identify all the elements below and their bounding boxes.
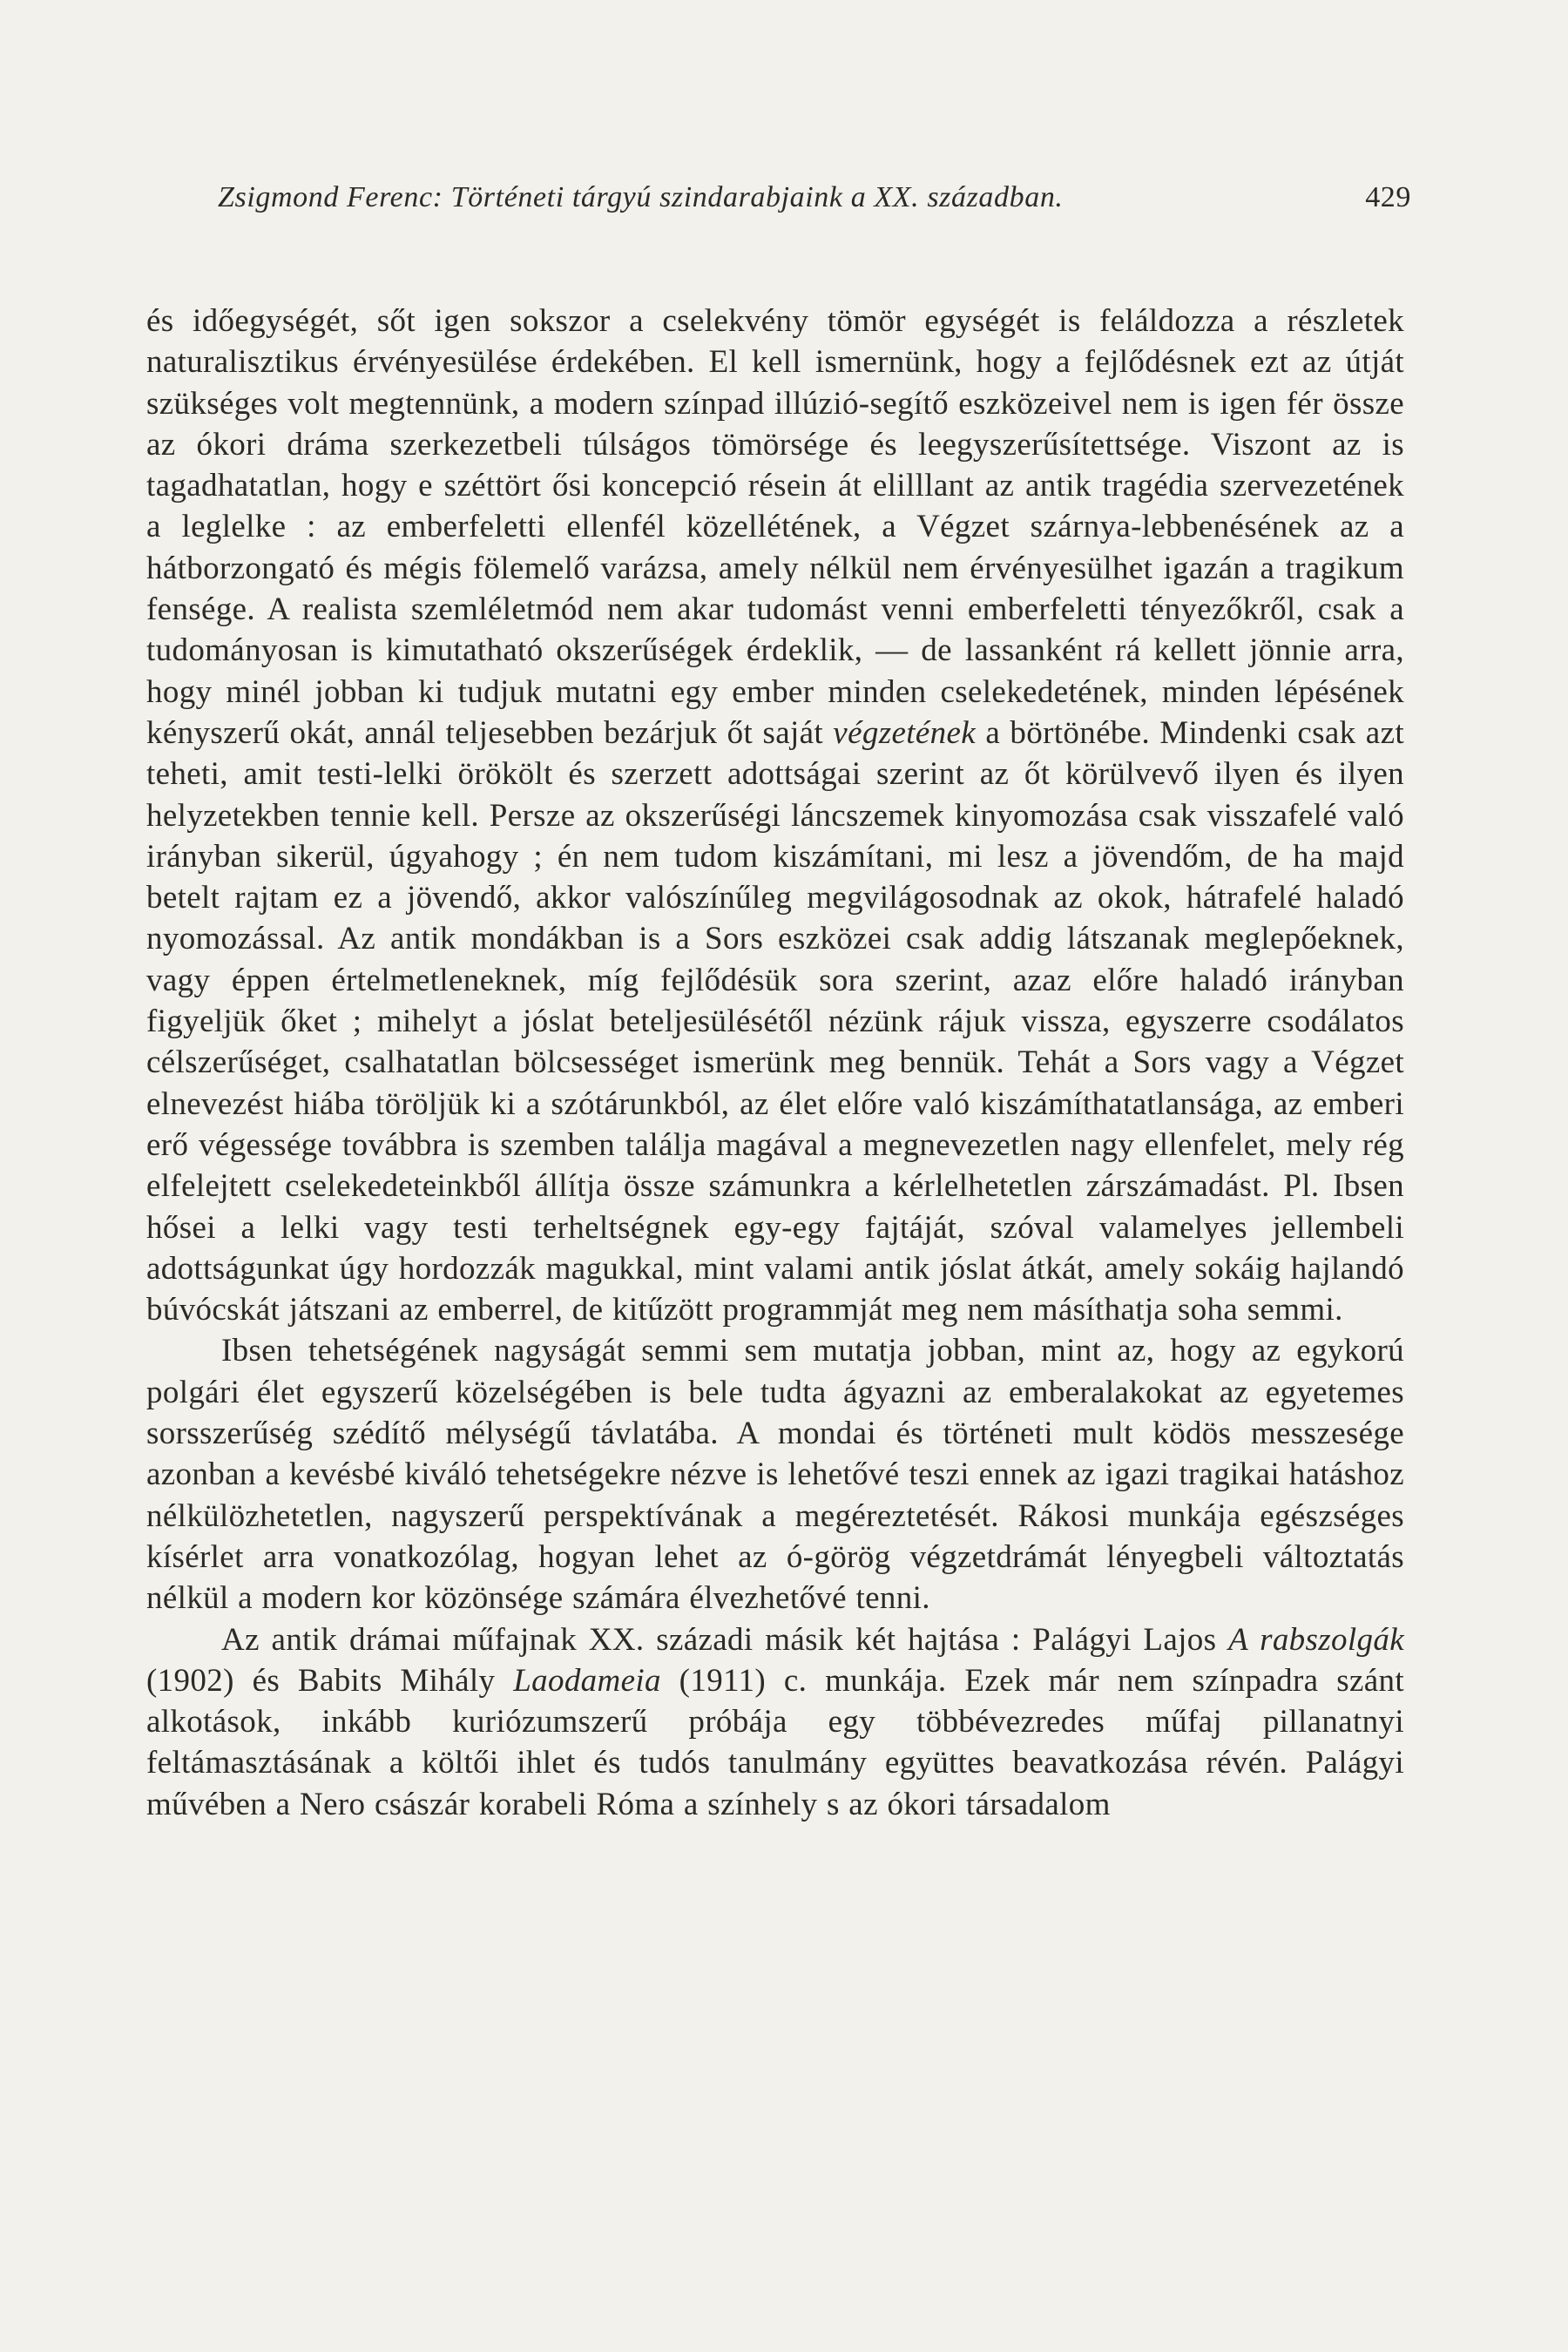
page-number: 429 xyxy=(1365,181,1411,213)
paragraph-text: Az antik drámai műfajnak XX. századi másik két hajtása : Palágyi Lajos xyxy=(221,1621,1229,1658)
paragraph-text: Ibsen tehetségének nagyságát semmi sem mutatja jobban, mint az, hogy az egykorú polgári élet egyszerű közelségében is bele tudta ágyazni az emberalakokat az egyetemes sorsszerűség szédítő mélységű távlatába. A mondai és történeti mult ködös messzesége azonban a kevésbé kiváló tehetségekre nézve is lehetővé teszi ennek az igazi tragikai hatáshoz nélkülözhetetlen, nagyszerű perspektívának a megéreztetését. Rákosi munkája egészséges kísérlet arra vonatkozólag, hogyan lehet az ó-görög végzetdrámát lényegbeli változtatás nélkül a modern kor közönsége számára élvezhetővé tenni. xyxy=(146,1333,1404,1617)
paragraph xyxy=(146,301,1404,1330)
running-head-title xyxy=(218,181,1064,214)
header-author: Zsigmond Ferenc xyxy=(218,181,433,213)
italic-title: A rabszolgák xyxy=(1228,1621,1404,1658)
paragraph-text: (1902) és Babits Mihály xyxy=(146,1662,514,1699)
paragraph-text: a börtönébe. Mindenki csak azt teheti, amit testi-lelki örökölt és szerzett adottságai szerint az őt körülvevő ilyen és ilyen helyzetekben tennie kell. Persze az okszerűségi láncszemek kinyomozása csak visszafelé való irányban sikerül, úgyahogy ; én nem tudom kiszámítani, mi lesz a jövendőm, de ha majd betelt rajtam ez a jövendő, akkor valószínűleg megvilágosodnak az okok, hátrafelé haladó nyomozással. Az antik mondákban is a Sors eszközei csak addig látszanak meglepőeknek, vagy éppen értelmetleneknek, míg fejlődésük sora szerint, azaz előre haladó irányban figyeljük őket ; mihelyt a jóslat beteljesülésétől nézünk rájuk vissza, egyszerre csodálatos célszerűséget, csalhatatlan bölcsességet ismerünk meg bennük. Tehát a Sors vagy a Végzet elnevezést hiába töröljük ki a szótárunkból, az élet előre való kiszámíthatatlansága, az emberi erő végessége továbbra is szemben találja magával a megnevezetlen nagy ellenfelet, mely rég elfelejtett cselekedeteinkből állítja össze számunkra a kérlelhetetlen zárszámadást. Pl. Ibsen hősei a lelki vagy testi terheltségnek egy-egy fajtáját, szóval valamelyes jellembeli adottságunkat úgy hordozzák magukkal, mint valami antik jóslat átkát, amely sokáig hajlandó búvócskát játszani az emberrel, de kitűzött programmját meg nem másíthatja soha semmi. xyxy=(146,714,1404,1328)
italic-title: végzetének xyxy=(833,714,977,751)
header-title: Történeti tárgyú szindarabjaink a XX. században. xyxy=(450,181,1064,213)
italic-title: Laodameia xyxy=(513,1662,661,1699)
body-text xyxy=(146,301,1404,1825)
paragraph xyxy=(146,1619,1404,1825)
paragraph xyxy=(146,1330,1404,1619)
running-head xyxy=(218,181,1411,233)
paragraph-text: és időegységét, sőt igen sokszor a cselekvény tömör egységét is feláldozza a részletek naturalisztikus érvényesülése érdekében. El kell ismernünk, hogy a fejlődésnek ezt az útját szükséges volt megtennünk, a modern színpad illúzió-segítő eszközeivel nem is igen fér össze az ókori dráma szerkezetbeli túlságos tömörsége és leegyszerűsítettsége. Viszont az is tagadhatatlan, hogy e széttört ősi koncepció résein át elilllant az antik tragédia szervezetének a leglelke : az emberfeletti ellenfél közellétének, a Végzet szárnya-lebbenésének az a hátborzongató és mégis fölemelő varázsa, amely nélkül nem érvényesülhet igazán a tragikum fensége. A realista szemléletmód nem akar tudomást venni emberfeletti tényezőkről, csak a tudományosan is kimutatható okszerűségek érdeklik, — de lassanként rá kellett jönnie arra, hogy minél jobban ki tudjuk mutatni egy ember minden cselekedetének, minden lépésének kényszerű okát, annál teljesebben bezárjuk őt saját xyxy=(146,303,1404,751)
paragraph-text: (1911) c. munkája. Ezek már nem színpadra szánt alkotások, inkább kuriózumszerű próbája egy többévezredes műfaj pillanatnyi feltámasztásának a költői ihlet és tudós tanulmány együttes beavatkozása révén. Palágyi művében a Nero császár korabeli Róma a színhely s az ókori társadalom xyxy=(146,1662,1404,1822)
header-separator: : xyxy=(432,181,443,213)
